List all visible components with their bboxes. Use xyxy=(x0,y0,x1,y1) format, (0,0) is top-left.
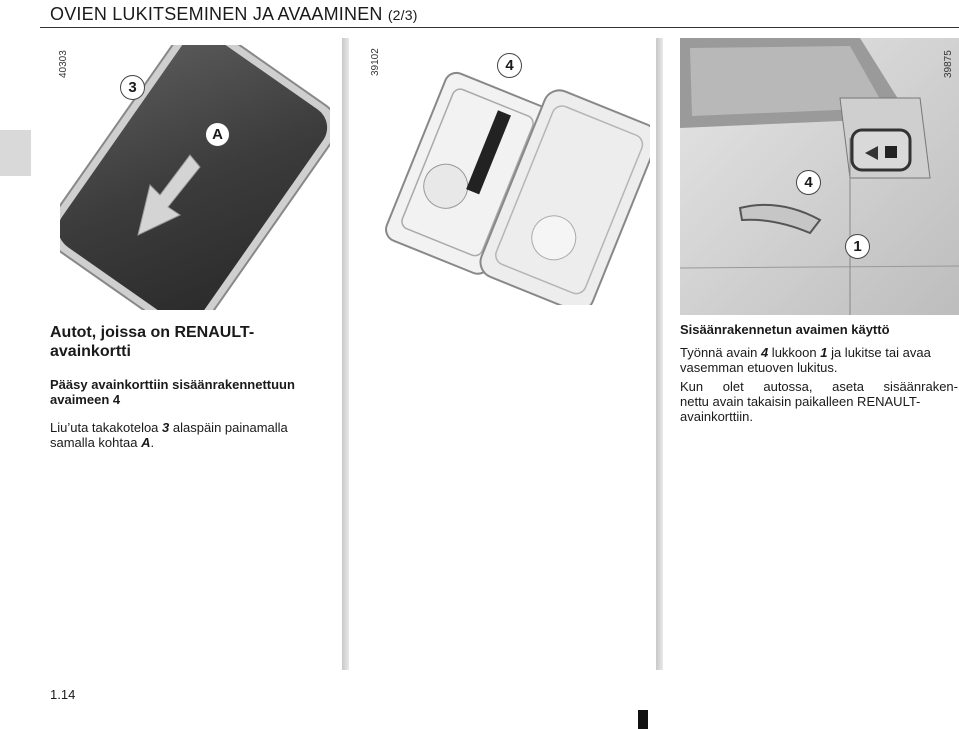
page-marker xyxy=(638,710,648,729)
callout-1: 1 xyxy=(845,234,870,259)
left-text-column xyxy=(50,323,335,450)
return-key-paragraph: Kun olet autossa, aseta sisäänraken- nettu avain takaisin paikalleen RENAULT- avainkorttiin. xyxy=(680,379,958,424)
callout-4-middle: 4 xyxy=(497,53,522,78)
section-tab xyxy=(0,130,31,176)
column-divider-right xyxy=(656,38,663,670)
instruction-paragraph: Liu’uta takakoteloa 3 alaspäin painamalla samalla kohtaa A. xyxy=(50,420,288,450)
title-rule xyxy=(40,27,959,28)
opened-keycard-illustration xyxy=(365,60,650,305)
page-title-part: (2/3) xyxy=(387,7,418,23)
subheading-usage: Sisäänrakennetun avaimen käyttö xyxy=(680,322,890,337)
subheading-access: Pääsy avainkorttiin sisäänrakennettuun avaimeen 4 xyxy=(50,377,295,407)
page-title-text: OVIEN LUKITSEMINEN JA AVAAMINEN xyxy=(50,4,383,24)
figure-code-right: 39875 xyxy=(943,50,954,78)
section-heading: Autot, joissa on RENAULT- avainkortti xyxy=(50,324,255,360)
page-title xyxy=(50,4,418,25)
callout-4-right: 4 xyxy=(796,170,821,195)
callout-a: A xyxy=(205,122,230,147)
page-number: 1.14 xyxy=(50,687,76,702)
right-text-column xyxy=(680,322,958,424)
keycard-illustration xyxy=(60,45,330,310)
figure-code-middle: 39102 xyxy=(370,48,381,76)
figure-code-left: 40303 xyxy=(58,50,69,78)
usage-paragraph: Työnnä avain 4 lukkoon 1 ja lukitse tai avaa vasemman etuoven lukitus. xyxy=(680,345,931,375)
callout-3: 3 xyxy=(120,75,145,100)
column-divider-left xyxy=(342,38,349,670)
